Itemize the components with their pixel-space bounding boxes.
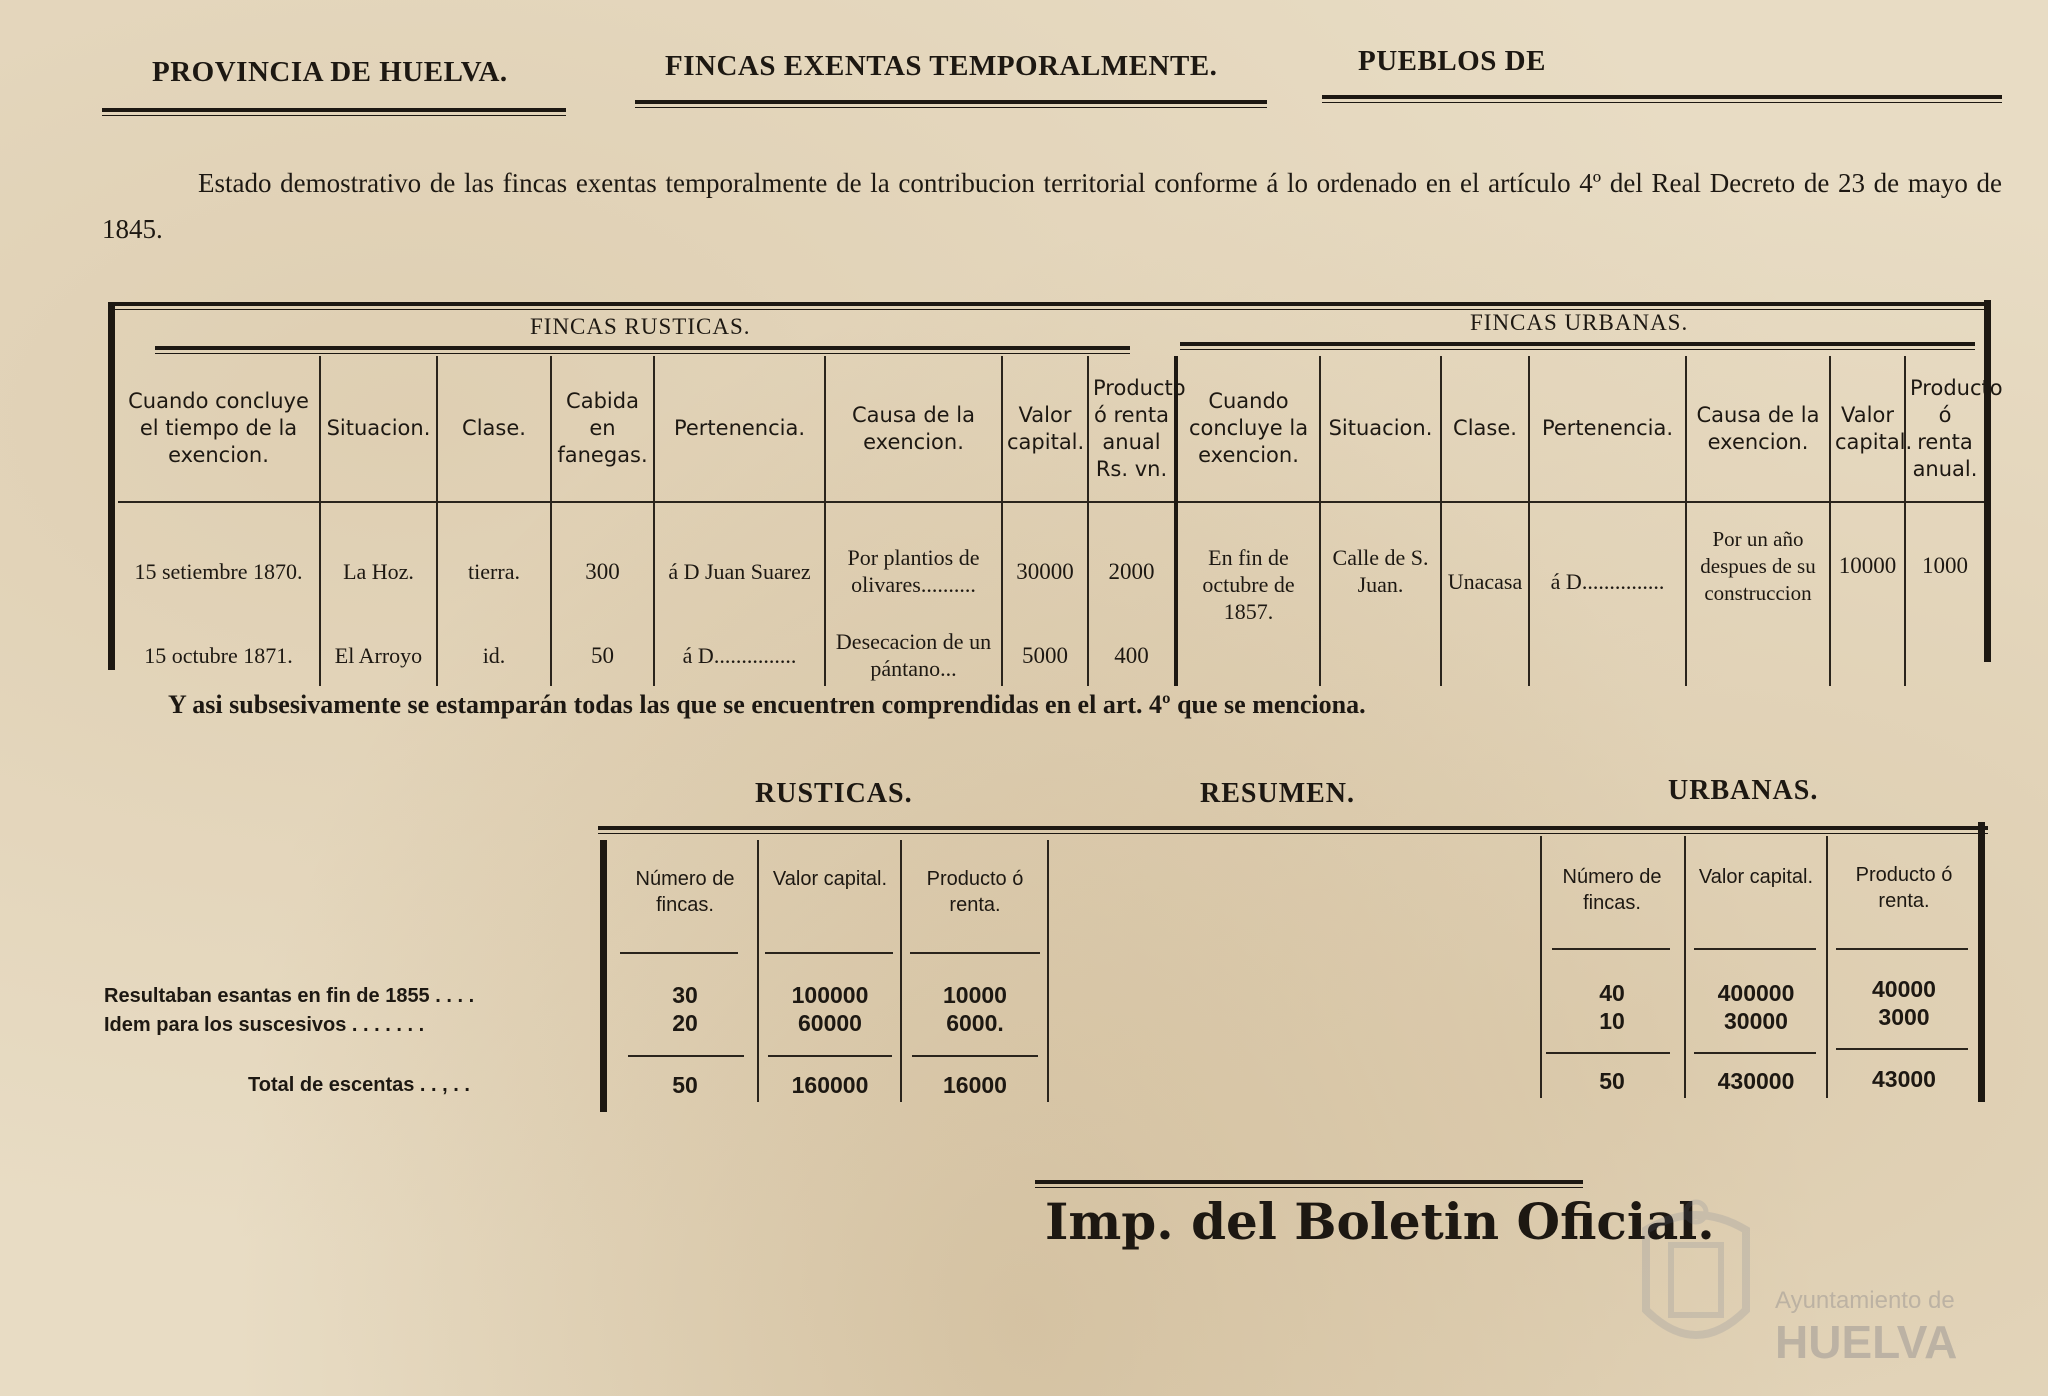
- rusticas-row2-cabida: 50: [551, 624, 654, 686]
- resumen-rusticas-total: 16000: [943, 1072, 1007, 1098]
- resumen-header-rule: [1552, 948, 1670, 950]
- resumen-rusticas-total: 160000: [791, 1072, 869, 1098]
- watermark-line2: HUELVA: [1775, 1316, 1958, 1368]
- table-header-row: [118, 356, 1984, 502]
- rusticas-row1-valor: 30000: [1002, 518, 1088, 624]
- header-urbanas-cuando: Cuando concluye la exencion.: [1176, 356, 1320, 502]
- header-rule-left: [102, 108, 566, 116]
- resumen-header-rule: [1836, 948, 1968, 950]
- fincas-table: [118, 356, 2003, 686]
- document-title: FINCAS EXENTAS TEMPORALMENTE.: [665, 50, 1218, 82]
- resumen-total-rule: [1546, 1052, 1670, 1054]
- header-urbanas-producto: Producto ó renta anual.: [1905, 356, 1984, 502]
- province-heading: PROVINCIA DE HUELVA.: [152, 56, 508, 88]
- resumen-rusticas-cell: 20: [672, 1010, 698, 1036]
- header-rusticas-clase: Clase.: [437, 356, 551, 502]
- resumen-urbanas-header-valor: Valor capital.: [1698, 866, 1814, 888]
- imprint-text: Imp. del Boletin Oficial.: [1045, 1192, 1715, 1251]
- imprint-rule: [1035, 1180, 1583, 1188]
- table-row: [118, 518, 1984, 624]
- resumen-urbanas-cell: 40000: [1872, 976, 1936, 1002]
- rusticas-row2-producto: 400: [1088, 624, 1176, 686]
- resumen-col-sep: [1540, 836, 1542, 1098]
- table-right-border: [1984, 300, 1991, 662]
- rusticas-row1-cabida: 300: [551, 518, 654, 624]
- rusticas-title-rule: [155, 346, 1130, 354]
- rusticas-row2-causa: Desecacion de un pántano...: [825, 624, 1002, 686]
- header-urbanas-valor: Valor capital.: [1830, 356, 1905, 502]
- header-rusticas-cabida: Cabida en fanegas.: [551, 356, 654, 502]
- resumen-rusticas-cell: 100000: [791, 982, 869, 1008]
- resumen-rusticas-header-valor: Valor capital.: [772, 868, 888, 890]
- table-spacer-row: [118, 502, 1984, 518]
- header-rusticas-pertenencia: Pertenencia.: [654, 356, 825, 502]
- rusticas-row2-clase: id.: [437, 624, 551, 686]
- resumen-rusticas-total: 50: [672, 1072, 698, 1098]
- resumen-header-rule: [910, 952, 1040, 954]
- resumen-urbanas-cell: 400000: [1717, 980, 1795, 1006]
- header-rusticas-cuando: Cuando concluye el tiempo de la exencion.: [128, 389, 309, 467]
- resumen-rusticas-cell: 60000: [798, 1010, 862, 1036]
- resumen-urbanas-cell: 3000: [1878, 1004, 1930, 1030]
- resumen-total-rule: [1694, 1052, 1816, 1054]
- resumen-row-label-total: Total de escentas . . , . .: [248, 1074, 470, 1096]
- urbanas-row1-causa: Por un año despues de su construccion: [1686, 518, 1830, 686]
- resumen-header-rule: [765, 952, 893, 954]
- resumen-urbanas-cell: 30000: [1724, 1008, 1788, 1034]
- urbanas-row1-producto: 1000: [1905, 518, 1984, 686]
- resumen-urbanas-cell: 40: [1599, 980, 1625, 1006]
- resumen-rusticas-header-producto: Producto ó renta.: [926, 868, 1024, 916]
- resumen-header-rule: [620, 952, 738, 954]
- resumen-col-sep: [757, 840, 759, 1102]
- resumen-rusticas-title: RUSTICAS.: [755, 778, 913, 809]
- header-rusticas-valor: Valor capital.: [1002, 356, 1088, 502]
- header-rusticas-producto: Producto ó renta anual Rs. vn.: [1088, 356, 1176, 502]
- resumen-col-sep: [1684, 836, 1686, 1098]
- resumen-total-rule: [628, 1055, 744, 1057]
- resumen-col-sep: [1826, 836, 1828, 1098]
- resumen-right-border: [1978, 822, 1985, 1102]
- resumen-total-rule: [1836, 1048, 1968, 1050]
- resumen-urbanas-header-producto: Producto ó renta.: [1855, 864, 1953, 912]
- rusticas-row2-situacion: El Arroyo: [320, 624, 437, 686]
- resumen-row-label: Resultaban esantas en fin de 1855 . . . .: [104, 985, 475, 1007]
- resumen-rusticas-cell: 10000: [943, 982, 1007, 1008]
- resumen-urbanas-cell: 10: [1599, 1008, 1625, 1034]
- urbanas-row1-situacion: Calle de S. Juan.: [1320, 518, 1441, 686]
- urbanas-row1-valor: 10000: [1830, 518, 1905, 686]
- header-urbanas-situacion: Situacion.: [1320, 356, 1441, 502]
- header-urbanas-pertenencia: Pertenencia.: [1529, 356, 1686, 502]
- table-top-rule: [108, 302, 1988, 310]
- resumen-row-label: Idem para los suscesivos . . . . . . .: [104, 1014, 425, 1036]
- resumen-title: RESUMEN.: [1200, 778, 1356, 809]
- rusticas-section-title: FINCAS RUSTICAS.: [530, 314, 751, 339]
- coat-of-arms-watermark: [1636, 1190, 1756, 1355]
- rusticas-row2-cuando: 15 octubre 1871.: [144, 642, 293, 668]
- rusticas-row2-pertenencia: á D...............: [654, 624, 825, 686]
- resumen-top-rule: [598, 826, 1988, 834]
- rusticas-row1-pertenencia: á D Juan Suarez: [654, 518, 825, 624]
- rusticas-row1-causa: Por plantios de olivares..........: [825, 518, 1002, 624]
- urbanas-row1-cuando: En fin de octubre de 1857.: [1176, 518, 1320, 686]
- resumen-urbanas-total: 430000: [1717, 1068, 1795, 1094]
- resumen-urbanas-header-numero: Número de fincas.: [1562, 866, 1662, 914]
- intro-paragraph: Estado demostrativo de las fincas exentas temporalmente de la contribucion territorial conforme á lo ordenado en el artículo 4º del Real Decreto de 23 de mayo de 1845.: [102, 168, 2002, 244]
- rusticas-row1-situacion: La Hoz.: [320, 518, 437, 624]
- resumen-col-sep: [900, 840, 902, 1102]
- resumen-total-rule: [912, 1055, 1038, 1057]
- resumen-header-rule: [1694, 948, 1816, 950]
- header-rusticas-causa: Causa de la exencion.: [825, 356, 1002, 502]
- towns-heading: PUEBLOS DE: [1358, 45, 1546, 77]
- resumen-urbanas-title: URBANAS.: [1668, 775, 1819, 806]
- rusticas-row1-clase: tierra.: [437, 518, 551, 624]
- rusticas-row1-producto: 2000: [1088, 518, 1176, 624]
- resumen-left-border: [600, 840, 607, 1112]
- table-left-border: [108, 305, 115, 670]
- resumen-urbanas-total: 50: [1599, 1068, 1625, 1094]
- continuation-note: Y asi subsesivamente se estamparán todas las que se encuentren comprendidas en el art. 4º que se menciona.: [168, 690, 1366, 719]
- resumen-urbanas-total: 43000: [1872, 1066, 1936, 1092]
- header-rule-right: [1322, 95, 2002, 103]
- urbanas-section-title: FINCAS URBANAS.: [1470, 310, 1689, 335]
- watermark-line1: Ayuntamiento de: [1775, 1287, 1955, 1314]
- rusticas-row1-cuando: 15 setiembre 1870.: [134, 558, 303, 584]
- header-urbanas-causa: Causa de la exencion.: [1686, 356, 1830, 502]
- resumen-total-rule: [768, 1055, 892, 1057]
- header-rule-middle: [635, 100, 1267, 108]
- urbanas-row1-clase: Unacasa: [1441, 518, 1529, 686]
- resumen-rusticas-header-numero: Número de fincas.: [635, 868, 735, 916]
- resumen-rusticas-cell: 30: [672, 982, 698, 1008]
- resumen-col-sep: [1047, 840, 1049, 1102]
- header-rusticas-situacion: Situacion.: [320, 356, 437, 502]
- resumen-rusticas-cell: 6000.: [946, 1010, 1004, 1036]
- urbanas-row1-pertenencia: á D...............: [1529, 518, 1686, 686]
- urbanas-title-rule: [1180, 342, 1975, 350]
- rusticas-row2-valor: 5000: [1002, 624, 1088, 686]
- header-urbanas-clase: Clase.: [1441, 356, 1529, 502]
